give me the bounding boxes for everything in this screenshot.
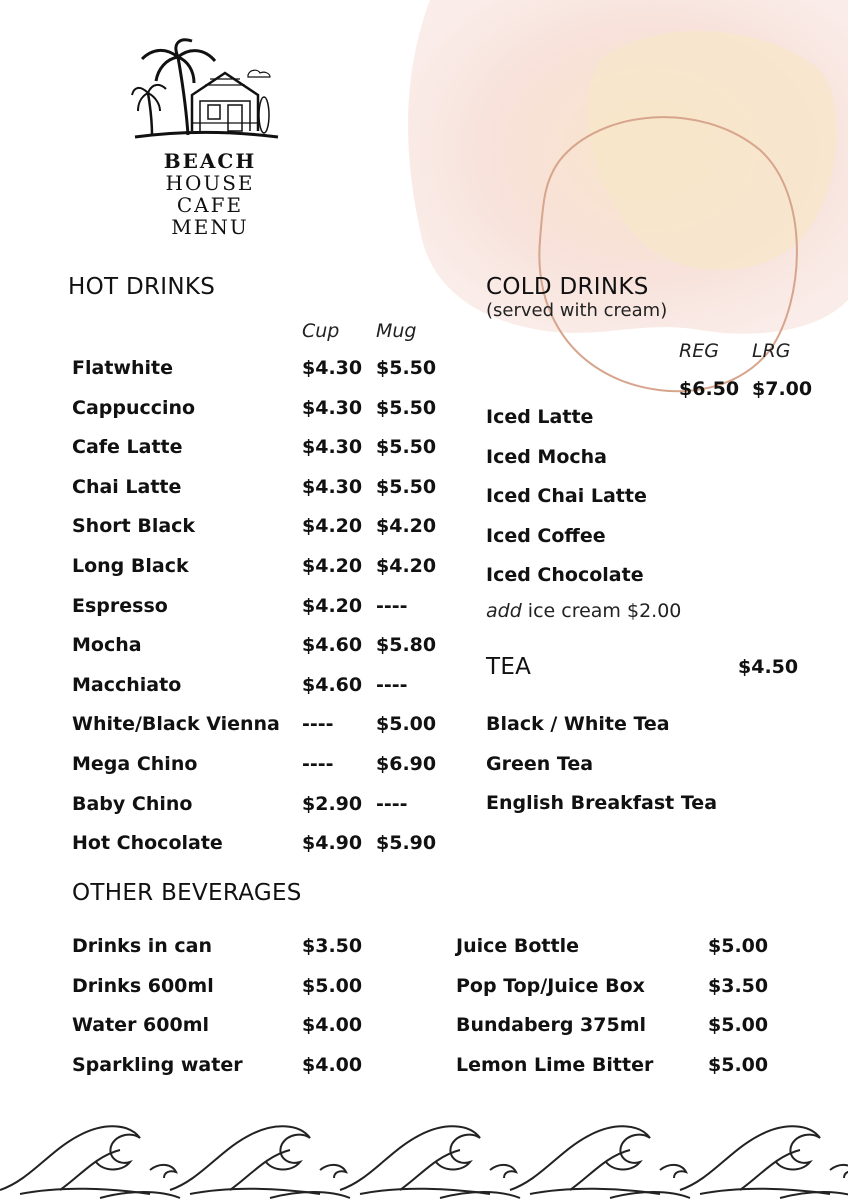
other-item-price: $5.00 bbox=[708, 935, 769, 957]
cold-col-reg: REG bbox=[679, 340, 719, 362]
hot-item-mug-price: $5.50 bbox=[376, 396, 437, 419]
hot-item-cup-price: $4.30 bbox=[302, 396, 363, 419]
hot-item-mug-price: $4.20 bbox=[376, 515, 437, 538]
hot-col-mug: Mug bbox=[376, 320, 417, 342]
tea-title: TEA bbox=[486, 654, 532, 680]
hot-item-cup-price: $2.90 bbox=[302, 792, 363, 815]
tea-item-name: Black / White Tea bbox=[486, 713, 670, 735]
hot-item-mug-price: $5.90 bbox=[376, 832, 437, 855]
hot-item-cup-price: $4.30 bbox=[302, 436, 363, 459]
cold-price-lrg: $7.00 bbox=[752, 378, 813, 400]
hot-item-name: Flatwhite bbox=[72, 357, 173, 379]
tea-item-name: Green Tea bbox=[486, 752, 594, 775]
hot-item-name: White/Black Vienna bbox=[72, 713, 280, 736]
hot-item-name: Espresso bbox=[72, 594, 168, 617]
other-item-name: Bundaberg 375ml bbox=[456, 1014, 646, 1037]
hot-item-cup-price: $4.30 bbox=[302, 475, 363, 498]
other-item-price: $5.00 bbox=[708, 1053, 769, 1076]
hot-item-cup-price: $4.60 bbox=[302, 634, 363, 657]
logo-line-3: CAFE bbox=[176, 193, 244, 217]
hot-item-name: Macchiato bbox=[72, 673, 182, 696]
hot-item-name: Chai Latte bbox=[72, 475, 182, 498]
ocean-wave-icon bbox=[0, 1110, 848, 1200]
cold-item-name: Iced Chocolate bbox=[486, 564, 644, 587]
hot-item-mug-price: $5.50 bbox=[376, 357, 437, 379]
logo-line-4: MENU bbox=[171, 215, 249, 239]
hot-drinks-title: HOT DRINKS bbox=[68, 274, 216, 300]
other-item-price: $4.00 bbox=[302, 1014, 363, 1037]
hot-item-cup-price: $4.20 bbox=[302, 515, 363, 538]
hot-item-mug-price: $5.80 bbox=[376, 634, 437, 657]
other-item-name: Pop Top/Juice Box bbox=[456, 974, 645, 997]
hot-item-mug-price: $4.20 bbox=[376, 555, 437, 577]
other-item-price: $3.50 bbox=[708, 974, 769, 997]
hot-item-mug-price: $6.90 bbox=[376, 753, 437, 775]
other-item-price: $5.00 bbox=[708, 1014, 769, 1037]
other-item-name: Drinks in can bbox=[72, 935, 213, 957]
hot-item-cup-price: ---- bbox=[302, 713, 334, 736]
hot-item-name: Cafe Latte bbox=[72, 436, 183, 459]
cold-price-reg: $6.50 bbox=[679, 378, 740, 400]
other-item-price: $5.00 bbox=[302, 974, 363, 997]
hot-item-cup-price: ---- bbox=[302, 753, 334, 775]
hot-item-cup-price: $4.20 bbox=[302, 594, 363, 617]
hot-item-mug-price: ---- bbox=[376, 792, 408, 815]
cold-item-name: Iced Chai Latte bbox=[486, 485, 647, 508]
hot-item-name: Cappuccino bbox=[72, 396, 196, 419]
hot-col-cup: Cup bbox=[302, 320, 340, 342]
cold-col-lrg: LRG bbox=[752, 340, 791, 362]
hot-item-cup-price: $4.60 bbox=[302, 673, 363, 696]
hot-item-mug-price: ---- bbox=[376, 594, 408, 617]
hot-item-name: Hot Chocolate bbox=[72, 832, 223, 855]
other-item-name: Drinks 600ml bbox=[72, 974, 214, 997]
other-item-name: Sparkling water bbox=[72, 1053, 243, 1076]
cold-addon-note bbox=[486, 600, 681, 622]
hot-item-mug-price: $5.50 bbox=[376, 436, 437, 459]
other-item-name: Juice Bottle bbox=[456, 935, 579, 957]
hot-item-cup-price: $4.90 bbox=[302, 832, 363, 855]
cold-item-name: Iced Mocha bbox=[486, 445, 608, 468]
hot-item-name: Baby Chino bbox=[72, 792, 193, 815]
cold-addon-word: add bbox=[486, 600, 522, 622]
hot-item-name: Mocha bbox=[72, 634, 142, 657]
cold-drinks-subtitle: (served with cream) bbox=[486, 300, 668, 321]
tea-item-name: English Breakfast Tea bbox=[486, 792, 718, 815]
other-beverages-title: OTHER BEVERAGES bbox=[72, 880, 302, 906]
cold-item-name: Iced Coffee bbox=[486, 524, 606, 547]
hot-item-mug-price: $5.50 bbox=[376, 475, 437, 498]
logo-line-2: HOUSE bbox=[165, 171, 255, 195]
beach-house-palm-icon bbox=[130, 35, 280, 145]
logo-line-1: BEACH bbox=[163, 149, 257, 173]
other-item-price: $4.00 bbox=[302, 1053, 363, 1076]
hot-item-cup-price: $4.30 bbox=[302, 357, 363, 379]
hot-item-name: Short Black bbox=[72, 515, 196, 538]
tea-price: $4.50 bbox=[738, 656, 799, 678]
other-item-name: Water 600ml bbox=[72, 1014, 210, 1037]
hot-item-cup-price: $4.20 bbox=[302, 555, 363, 577]
hot-item-mug-price: ---- bbox=[376, 673, 408, 696]
hot-item-name: Mega Chino bbox=[72, 753, 198, 775]
cold-drinks-title: COLD DRINKS bbox=[486, 274, 649, 300]
hot-item-mug-price: $5.00 bbox=[376, 713, 437, 736]
hot-item-name: Long Black bbox=[72, 555, 189, 577]
cold-item-name: Iced Latte bbox=[486, 406, 594, 428]
cold-addon-text: ice cream $2.00 bbox=[521, 600, 682, 622]
other-item-price: $3.50 bbox=[302, 935, 363, 957]
other-item-name: Lemon Lime Bitter bbox=[456, 1053, 654, 1076]
